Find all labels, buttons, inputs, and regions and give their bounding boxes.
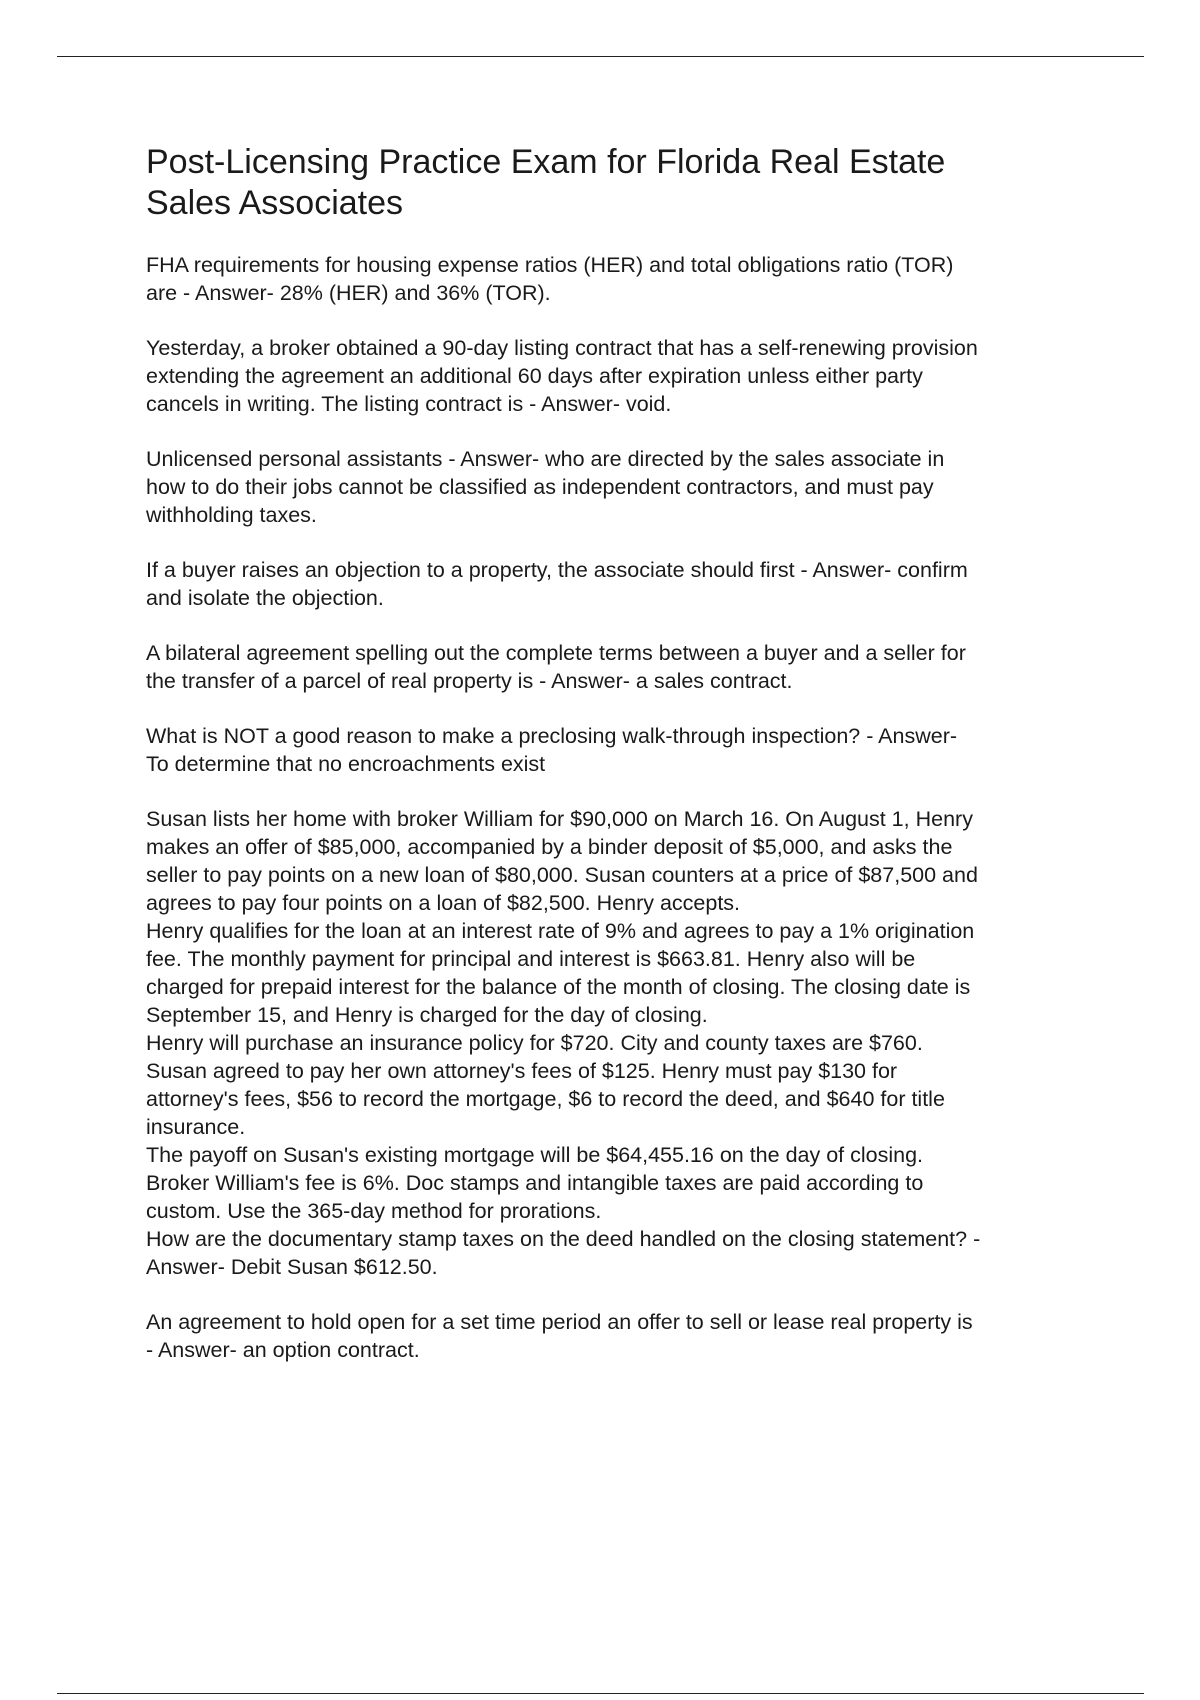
text-line: Answer- Debit Susan $612.50. [146, 1255, 438, 1279]
text-line: Unlicensed personal assistants - Answer- who are directed by the sales associate in [146, 447, 945, 471]
text-line: FHA requirements for housing expense ratios (HER) and total obligations ratio (TOR) [146, 253, 954, 277]
title-line: Sales Associates [146, 184, 404, 222]
question-answer-item [146, 639, 1096, 695]
text-line: makes an offer of $85,000, accompanied by a binder deposit of $5,000, and asks the [146, 835, 953, 859]
text-line: are - Answer- 28% (HER) and 36% (TOR). [146, 281, 551, 305]
text-line: withholding taxes. [146, 503, 317, 527]
text-line: A bilateral agreement spelling out the complete terms between a buyer and a seller for [146, 641, 966, 665]
document-body [146, 142, 1096, 1391]
text-line: How are the documentary stamp taxes on the deed handled on the closing statement? - [146, 1227, 981, 1251]
question-answer-item [146, 805, 1096, 1281]
text-line: attorney's fees, $56 to record the mortgage, $6 to record the deed, and $640 for title [146, 1087, 945, 1111]
question-answer-item [146, 556, 1096, 612]
text-line: insurance. [146, 1115, 246, 1139]
text-line: An agreement to hold open for a set time period an offer to sell or lease real property is [146, 1310, 973, 1334]
text-line: What is NOT a good reason to make a preclosing walk-through inspection? - Answer- [146, 724, 958, 748]
question-answer-item [146, 722, 1096, 778]
text-line: To determine that no encroachments exist [146, 752, 546, 776]
text-line: cancels in writing. The listing contract is - Answer- void. [146, 392, 672, 416]
text-line: agrees to pay four points on a loan of $82,500. Henry accepts. [146, 891, 741, 915]
text-line: Henry will purchase an insurance policy for $720. City and county taxes are $760. [146, 1031, 923, 1055]
text-line: - Answer- an option contract. [146, 1338, 420, 1362]
page-title [146, 142, 1096, 224]
text-line: fee. The monthly payment for principal and interest is $663.81. Henry also will be [146, 947, 916, 971]
text-line: Broker William's fee is 6%. Doc stamps and intangible taxes are paid according to [146, 1171, 924, 1195]
text-line: charged for prepaid interest for the balance of the month of closing. The closing date is [146, 975, 971, 999]
bottom-divider [57, 1693, 1144, 1694]
title-line: Post-Licensing Practice Exam for Florida Real Estate [146, 143, 946, 181]
text-line: seller to pay points on a new loan of $80,000. Susan counters at a price of $87,500 and [146, 863, 978, 887]
text-line: the transfer of a parcel of real property is - Answer- a sales contract. [146, 669, 793, 693]
text-line: September 15, and Henry is charged for the day of closing. [146, 1003, 708, 1027]
text-line: how to do their jobs cannot be classified as independent contractors, and must pay [146, 475, 934, 499]
text-line: custom. Use the 365-day method for prorations. [146, 1199, 602, 1223]
text-line: and isolate the objection. [146, 586, 384, 610]
text-line: Yesterday, a broker obtained a 90-day listing contract that has a self-renewing provision [146, 336, 978, 360]
top-divider [57, 56, 1144, 57]
text-line: If a buyer raises an objection to a property, the associate should first - Answer- confirm [146, 558, 968, 582]
question-answer-item [146, 334, 1096, 418]
text-line: extending the agreement an additional 60 days after expiration unless either party [146, 364, 923, 388]
text-line: The payoff on Susan's existing mortgage will be $64,455.16 on the day of closing. [146, 1143, 924, 1167]
text-line: Susan agreed to pay her own attorney's fees of $125. Henry must pay $130 for [146, 1059, 898, 1083]
text-line: Susan lists her home with broker William for $90,000 on March 16. On August 1, Henry [146, 807, 973, 831]
question-answer-item [146, 1308, 1096, 1364]
question-answer-item [146, 445, 1096, 529]
text-line: Henry qualifies for the loan at an interest rate of 9% and agrees to pay a 1% origination [146, 919, 975, 943]
question-list [146, 251, 1096, 1364]
question-answer-item [146, 251, 1096, 307]
